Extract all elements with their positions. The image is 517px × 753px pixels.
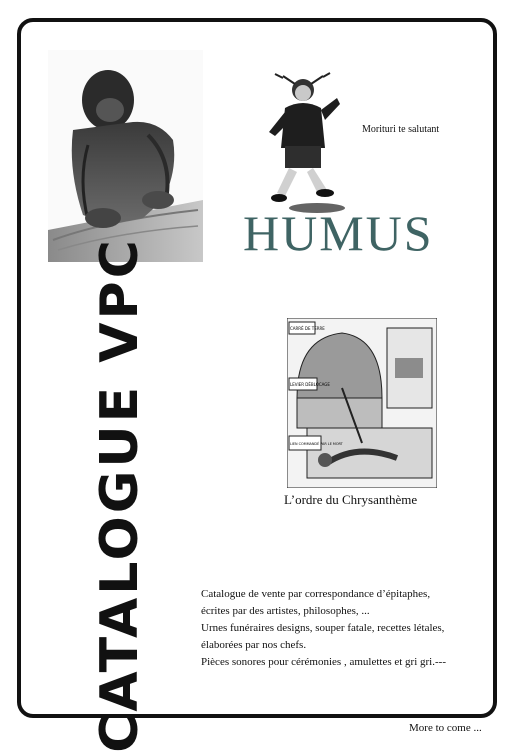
description-line: élaborées par nos chefs. <box>201 639 307 651</box>
comic-label: LIEN COMMANDÉ PAR LE MORT <box>290 442 343 446</box>
catalogue-title: CATALOGUE VPC <box>90 237 150 753</box>
comic-label: LEVIER DÉBLOCAGE <box>290 382 330 387</box>
description-block <box>201 586 491 671</box>
description-line: Pièces sonores pour cérémonies , amulettes et gri gri.--- <box>201 656 446 668</box>
footer-note: More to come ... <box>409 722 482 734</box>
description-line: Urnes funéraires designs, souper fatale, recettes létales, <box>201 622 445 634</box>
comic-label: CARRÉ DE TERRE <box>290 326 325 331</box>
brand-title: HUMUS <box>243 205 434 261</box>
description-line: Catalogue de vente par correspondance d’épitaphes, <box>201 588 431 600</box>
description-line: écrites par des artistes, philosophes, ... <box>201 605 370 617</box>
motto-text: Morituri te salutant <box>362 124 440 135</box>
comic-illustration <box>287 318 437 488</box>
comic-caption: L’ordre du Chrysanthème <box>284 492 418 507</box>
gorilla-photo <box>48 50 203 262</box>
boy-photo <box>255 68 350 216</box>
